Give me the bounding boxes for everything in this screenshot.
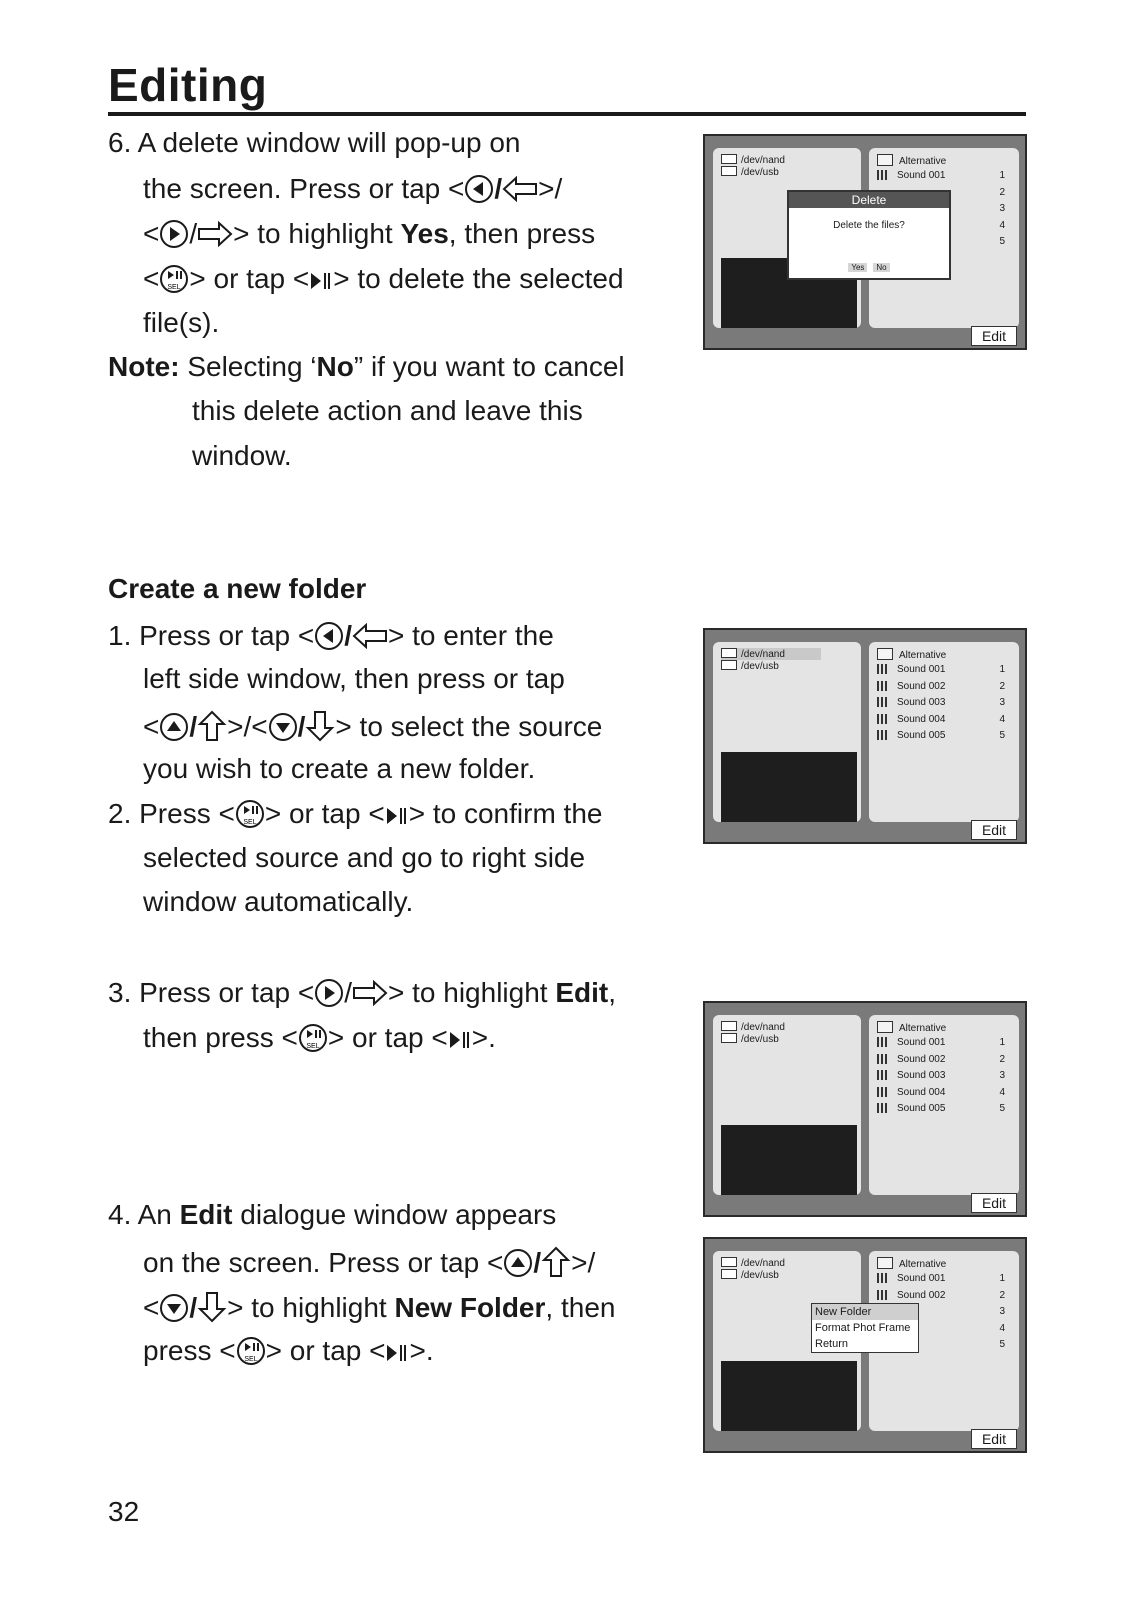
music-file-icon	[877, 1273, 889, 1283]
file-number: 3	[999, 1306, 1005, 1317]
music-file-icon	[877, 730, 889, 740]
file-number: 3	[999, 697, 1005, 708]
screen-delete-dialog	[703, 134, 1027, 350]
screen-edit-menu	[703, 1237, 1027, 1453]
section-heading: Create a new folder	[108, 573, 367, 604]
folder-icon	[877, 154, 893, 166]
folder-icon	[877, 648, 893, 660]
dialog-title: Delete	[789, 192, 949, 208]
file-item[interactable]: Sound 004	[877, 1087, 945, 1098]
dialog-message: Delete the files?	[833, 220, 905, 231]
music-file-icon	[877, 1037, 889, 1047]
up-circle-icon	[503, 1248, 533, 1286]
up-arrow-icon	[541, 1246, 571, 1286]
sel-button-icon	[298, 1023, 328, 1061]
sel-button-icon	[236, 1336, 266, 1374]
device-icon	[721, 660, 737, 670]
device-icon	[721, 154, 737, 164]
file-number: 4	[999, 220, 1005, 231]
step2-line2: selected source and go to right side	[143, 842, 586, 873]
left-panel	[713, 1015, 861, 1195]
menu-item-return[interactable]: Return	[815, 1338, 849, 1350]
step4-line4: press < SEL > or tap < >.	[143, 1334, 434, 1374]
music-file-icon	[877, 1070, 889, 1080]
file-item[interactable]: Sound 002	[877, 1054, 945, 1065]
source-item[interactable]: /dev/usb	[721, 1269, 779, 1281]
folder-item[interactable]: Alternative	[877, 1021, 946, 1034]
page-title: Editing	[108, 59, 268, 111]
file-number: 4	[999, 714, 1005, 725]
folder-item[interactable]: Alternative	[877, 648, 946, 661]
file-item[interactable]: Sound 001	[877, 1037, 945, 1048]
source-item[interactable]: /dev/usb	[721, 1033, 779, 1045]
page-number: 32	[108, 1496, 140, 1527]
svg-text:SEL: SEL	[167, 284, 181, 291]
preview-area	[721, 1125, 857, 1195]
music-file-icon	[877, 697, 889, 707]
note-line1: Note: Selecting ‘No” if you want to cancel	[108, 351, 625, 382]
down-arrow-icon	[197, 1291, 227, 1331]
folder-item[interactable]: Alternative	[877, 154, 946, 167]
play-pause-icon	[309, 268, 333, 302]
source-item[interactable]: /dev/usb	[721, 166, 779, 178]
svg-text:SEL: SEL	[306, 1043, 320, 1050]
up-arrow-icon	[197, 710, 227, 750]
left-arrow-icon	[352, 621, 388, 659]
file-number: 5	[999, 1103, 1005, 1114]
file-item[interactable]: Sound 001	[877, 170, 945, 181]
play-pause-icon	[448, 1027, 472, 1061]
device-icon	[721, 648, 737, 658]
sel-button-icon	[159, 264, 189, 302]
left-circle-icon	[464, 174, 494, 212]
svg-text:SEL: SEL	[243, 819, 257, 826]
file-item[interactable]: Sound 005	[877, 1103, 945, 1114]
music-file-icon	[877, 1087, 889, 1097]
down-arrow-icon	[305, 710, 335, 750]
step1-line3: < / >/< / > to select the source	[143, 710, 602, 750]
device-icon	[721, 1021, 737, 1031]
file-number: 5	[999, 1339, 1005, 1350]
source-item[interactable]: /dev/usb	[721, 660, 779, 672]
file-number: 1	[999, 170, 1005, 181]
music-file-icon	[877, 714, 889, 724]
preview-area	[721, 1361, 857, 1431]
step4-line3: < / > to highlight New Folder, then	[143, 1291, 615, 1331]
right-panel	[869, 642, 1019, 822]
music-file-icon	[877, 170, 889, 180]
step3-line1: 3. Press or tap < / > to highlight Edit,	[108, 976, 616, 1016]
file-item[interactable]: Sound 005	[877, 730, 945, 741]
file-item[interactable]: Sound 003	[877, 1070, 945, 1081]
file-item[interactable]: Sound 002	[877, 681, 945, 692]
note-line2: this delete action and leave this	[192, 395, 583, 426]
source-item[interactable]: /dev/nand	[721, 1257, 785, 1269]
step6-line2: the screen. Press or tap < / >/	[143, 172, 562, 212]
source-item[interactable]: /dev/nand	[721, 648, 821, 660]
edit-button[interactable]: Edit	[971, 820, 1017, 840]
right-arrow-icon	[197, 219, 233, 257]
svg-text:SEL: SEL	[243, 1356, 258, 1363]
step1-line2: left side window, then press or tap	[143, 663, 565, 694]
file-number: 5	[999, 730, 1005, 741]
note-line3: window.	[192, 440, 292, 471]
file-item[interactable]: Sound 003	[877, 697, 945, 708]
left-panel	[713, 642, 861, 822]
step1-line4: you wish to create a new folder.	[143, 753, 536, 784]
music-file-icon	[877, 664, 889, 674]
play-pause-icon	[385, 803, 409, 837]
edit-button[interactable]: Edit	[971, 1429, 1017, 1449]
file-item[interactable]: Sound 002	[877, 1290, 945, 1301]
step6-line1: 6. A delete window will pop-up on	[108, 127, 521, 158]
file-item[interactable]: Sound 001	[877, 1273, 945, 1284]
edit-button[interactable]: Edit	[971, 1193, 1017, 1213]
step6-line3: < / > to highlight Yes, then press	[143, 217, 595, 257]
music-file-icon	[877, 681, 889, 691]
menu-item-new-folder[interactable]: New Folder	[812, 1304, 918, 1320]
step1-line1: 1. Press or tap < / > to enter the	[108, 619, 554, 659]
file-number: 4	[999, 1087, 1005, 1098]
preview-area	[721, 752, 857, 822]
device-icon	[721, 1257, 737, 1267]
edit-button[interactable]: Edit	[971, 326, 1017, 346]
file-item[interactable]: Sound 001	[877, 664, 945, 675]
step4-line1: 4. An Edit dialogue window appears	[108, 1199, 557, 1230]
file-number: 4	[999, 1323, 1005, 1334]
step6-line5: file(s).	[143, 307, 220, 338]
file-number: 1	[999, 1273, 1005, 1284]
music-file-icon	[877, 1054, 889, 1064]
edit-menu	[811, 1303, 919, 1353]
screen-highlight-edit	[703, 1001, 1027, 1217]
source-item[interactable]: /dev/nand	[721, 1021, 785, 1033]
step2-line1: 2. Press < SEL > or tap < > to confirm the	[108, 797, 602, 837]
right-circle-icon	[159, 219, 189, 257]
down-circle-icon	[159, 1293, 189, 1331]
file-number: 2	[999, 681, 1005, 692]
delete-dialog	[787, 190, 951, 280]
play-pause-icon	[385, 1340, 409, 1374]
file-item[interactable]: Sound 004	[877, 714, 945, 725]
step6-line4: < SEL > or tap < > to delete the selected	[143, 262, 624, 302]
music-file-icon	[877, 1290, 889, 1300]
right-circle-icon	[314, 978, 344, 1016]
right-arrow-icon	[352, 978, 388, 1016]
folder-item[interactable]: Alternative	[877, 1257, 946, 1270]
file-number: 2	[999, 187, 1005, 198]
step4-line2: on the screen. Press or tap < / >/	[143, 1246, 595, 1286]
no-button[interactable]: No	[873, 263, 889, 272]
device-icon	[721, 1033, 737, 1043]
sel-button-icon	[235, 799, 265, 837]
music-file-icon	[877, 1103, 889, 1113]
title-rule	[108, 112, 1026, 116]
file-number: 1	[999, 664, 1005, 675]
right-panel	[869, 1015, 1019, 1195]
step2-line3: window automatically.	[143, 886, 414, 917]
file-number: 1	[999, 1037, 1005, 1048]
step3-line2: then press < SEL > or tap < >.	[143, 1021, 496, 1061]
file-number: 2	[999, 1290, 1005, 1301]
folder-icon	[877, 1021, 893, 1033]
menu-item-format[interactable]: Format Phot Frame	[815, 1322, 911, 1334]
device-icon	[721, 1269, 737, 1279]
file-number: 5	[999, 236, 1005, 247]
left-circle-icon	[314, 621, 344, 659]
left-arrow-icon	[502, 174, 538, 212]
file-number: 3	[999, 1070, 1005, 1081]
yes-button[interactable]: Yes	[848, 263, 867, 272]
up-circle-icon	[159, 712, 189, 750]
file-number: 2	[999, 1054, 1005, 1065]
source-item[interactable]: /dev/nand	[721, 154, 785, 166]
file-number: 3	[999, 203, 1005, 214]
down-circle-icon	[268, 712, 298, 750]
device-icon	[721, 166, 737, 176]
screen-select-source	[703, 628, 1027, 844]
folder-icon	[877, 1257, 893, 1269]
